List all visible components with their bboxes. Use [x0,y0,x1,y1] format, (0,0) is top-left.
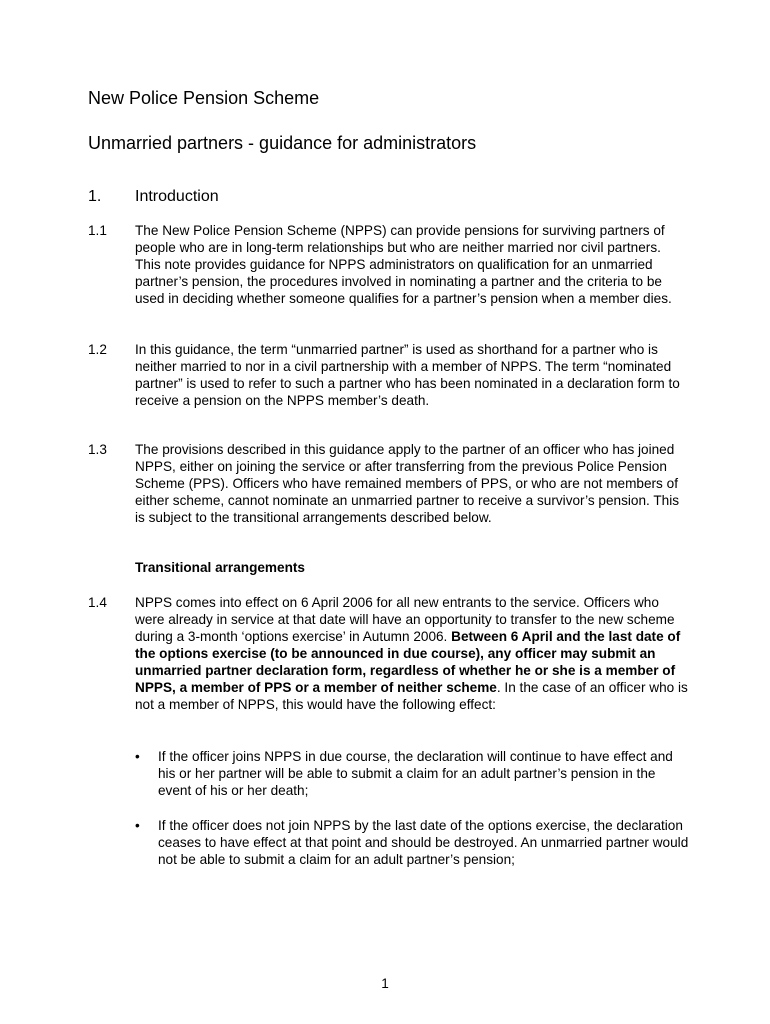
document-title: New Police Pension Scheme [88,88,320,108]
transitional-arrangements-heading: Transitional arrangements [135,560,305,575]
bullet-icon: • [135,749,140,764]
paragraph-text: The provisions described in this guidance apply to the partner of an officer who has joined NPPS, either on joining the service or after transferring from the previous Police Pension Scheme (PPS). Officers who have remained members of PPS, or who are not members of either scheme, cannot nominate an unmarried partner to receive a survivor’s pension. This is subject to the transitional arrangements described below. [135,442,680,525]
paragraph-number: 1.3 [88,442,107,457]
paragraph-1-1 [88,222,688,307]
paragraph-text: In this guidance, the term “unmarried partner” is used as shorthand for a partner who is neither married to nor in a civil partnership with a member of NPPS. The term “nominated partner” is used to refer to such a partner who has been nominated in a declaration form to receive a pension on the NPPS member’s death. [135,342,680,408]
paragraph-number: 1.1 [88,223,107,238]
bullet-item [135,748,690,799]
bullet-icon: • [135,818,140,833]
section-number: 1. [88,188,102,205]
bullet-item [135,817,690,868]
bullet-text: If the officer does not join NPPS by the last date of the options exercise, the declaration ceases to have effect at that point and should be destroyed. An unmarried partner would not be able to submit a claim for an adult partner’s pension; [158,818,689,867]
paragraph-number: 1.4 [88,595,107,610]
paragraph-text-bold: Between 6 April and the last date of the options exercise (to be announced in due course), any officer may submit an unmarried partner declaration form, regardless of whether he or she is a member of NPPS, a member of PPS or a member of neither scheme [135,629,681,695]
section-heading: Introduction [135,188,219,205]
paragraph-1-4 [88,594,688,713]
paragraph-text [135,594,688,713]
paragraph-1-3 [88,441,688,526]
paragraph-number: 1.2 [88,342,107,357]
page-number: 1 [381,976,389,991]
paragraph-text: The New Police Pension Scheme (NPPS) can provide pensions for surviving partners of people who are in long-term relationships but who are neither married nor civil partners. This note provides guidance for NPPS administrators on qualification for an unmarried partner’s pension, the procedures involved in nominating a partner and the criteria to be used in deciding whether someone qualifies for a partner’s pension when a member dies. [135,223,672,306]
document-subtitle: Unmarried partners - guidance for administrators [88,133,477,153]
paragraph-1-2 [88,341,688,409]
paragraph-text-outro: . In the case of an officer who is not a member of NPPS, this would have the following effect: [135,680,688,712]
paragraph-text-intro: NPPS comes into effect on 6 April 2006 for all new entrants to the service. Officers who were already in service at that date will have an opportunity to transfer to the new scheme during a 3-month ‘options exercise’ in Autumn 2006. [135,595,675,644]
bullet-text: If the officer joins NPPS in due course, the declaration will continue to have effect and his or her partner will be able to submit a claim for an adult partner’s pension in the event of his or her death; [158,749,673,798]
